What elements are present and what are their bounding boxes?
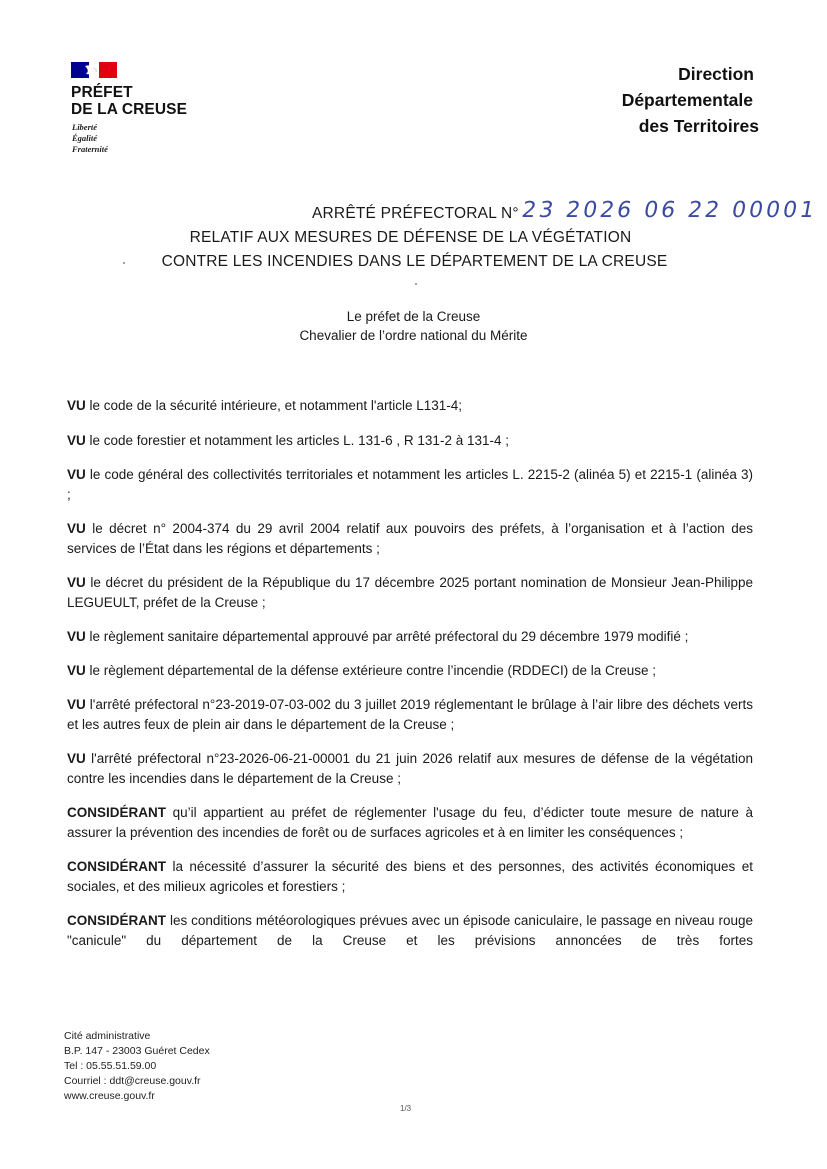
recital-text: le règlement départemental de la défense extérieure contre l’incendie (RDDECI) de la Creuse ; — [85, 663, 657, 678]
recital-text: le code de la sécurité intérieure, et notamment l'article L131-4; — [85, 398, 463, 413]
recital-paragraph — [67, 519, 753, 559]
issuing-direction — [622, 61, 759, 139]
prefect-title-line2: DE LA CREUSE — [71, 101, 188, 118]
footer-website: www.creuse.gouv.fr — [64, 1090, 155, 1102]
footer-contact — [64, 1029, 210, 1104]
recital-paragraph — [67, 431, 753, 451]
decree-title-line2 — [0, 229, 827, 247]
recital-paragraph — [67, 661, 753, 681]
recital-paragraph — [67, 627, 753, 647]
recital-text: l'arrêté préfectoral n°23-2026-06-21-00001 du 21 juin 2026 relatif aux mesures de défense de la végétation contre les incendies dans le département de la Creuse ; — [67, 751, 753, 786]
consideration-text: la nécessité d’assurer la sécurité des biens et des personnes, des activités économiques et sociales, et des milieux agricoles et forestiers ; — [67, 859, 753, 894]
recital-text: le décret du président de la République du 17 décembre 2025 portant nomination de Monsieur Jean-Philippe LEGUEULT, préfet de la Creuse ; — [67, 575, 753, 610]
prefect-title-line1: PRÉFET — [71, 84, 133, 101]
marianne-flag-icon — [71, 62, 117, 78]
consideration-lead: CONSIDÉRANT — [67, 913, 167, 928]
signatory-block — [0, 307, 827, 345]
scan-speck — [415, 283, 417, 285]
recital-lead: VU — [67, 521, 86, 536]
decree-body — [67, 396, 753, 965]
decree-number-handwritten: 23 2026 06 22 00001 — [519, 198, 820, 223]
recital-lead: VU — [67, 663, 86, 678]
footer-email: Courriel : ddt@creuse.gouv.fr — [64, 1075, 201, 1087]
recital-lead: VU — [67, 433, 86, 448]
consideration-lead: CONSIDÉRANT — [67, 859, 167, 874]
prefect-title — [71, 84, 231, 118]
direction-line2: Départementale — [621, 90, 753, 110]
decree-title-line2-text: RELATIF AUX MESURES DE DÉFENSE DE LA VÉGÉTATION — [189, 229, 632, 246]
recital-lead: VU — [67, 398, 86, 413]
recital-text: le décret n° 2004-374 du 29 avril 2004 relatif aux pouvoirs des préfets, à l’organisation et à l’action des services de l’État dans les régions et départements ; — [67, 521, 753, 556]
consideration-lead: CONSIDÉRANT — [67, 805, 167, 820]
recital-lead: VU — [67, 629, 86, 644]
footer-address-line: B.P. 147 - 23003 Guéret Cedex — [64, 1045, 210, 1057]
recital-paragraph — [67, 465, 753, 505]
scan-speck — [123, 262, 125, 264]
decree-title-line3-text: CONTRE LES INCENDIES DANS LE DÉPARTEMENT DE LA CREUSE — [161, 253, 668, 270]
consideration-paragraph — [67, 911, 753, 951]
decree-title-label: ARRÊTÉ PRÉFECTORAL N° — [312, 205, 519, 222]
consideration-text: les conditions météorologiques prévues avec un épisode caniculaire, le passage en niveau rouge "canicule" du département de la Creuse et les prévisions annoncées de très fortes — [67, 913, 753, 948]
signatory-line1: Le préfet de la Creuse — [346, 309, 481, 324]
footer-address-line: Cité administrative — [64, 1030, 151, 1042]
recital-lead: VU — [67, 467, 86, 482]
recital-text: le règlement sanitaire départemental approuvé par arrêté préfectoral du 29 décembre 1979 modifié ; — [85, 629, 689, 644]
motto-egalite: Égalité — [72, 133, 98, 143]
motto-fraternite: Fraternité — [72, 144, 108, 154]
page-number: 1/3 — [400, 1104, 412, 1113]
consideration-paragraph — [67, 803, 753, 843]
recital-text: le code général des collectivités territoriales et notamment les articles L. 2215-2 (alinéa 5) et 2215-1 (alinéa 3) ; — [67, 467, 753, 502]
footer-phone: Tel : 05.55.51.59.00 — [64, 1060, 157, 1072]
motto-liberte: Liberté — [72, 122, 98, 132]
recital-paragraph — [67, 396, 753, 416]
consideration-text: qu’il appartient au préfet de réglementer l'usage du feu, d’édicter toute mesure de nature à assurer la prévention des incendies de forêt ou de surfaces agricoles et à en limiter les conséquences ; — [67, 805, 753, 840]
recital-text: le code forestier et notamment les articles L. 131-6 , R 131-2 à 131-4 ; — [85, 433, 509, 448]
recital-paragraph — [67, 749, 753, 789]
recital-paragraph — [67, 573, 753, 613]
recital-lead: VU — [67, 697, 86, 712]
recital-text: l'arrêté préfectoral n°23-2019-07-03-002 du 3 juillet 2019 réglementant le brûlage à l’air libre des déchets verts et les autres feux de plein air dans le département de la Creuse ; — [67, 697, 753, 732]
recital-paragraph — [67, 695, 753, 735]
consideration-paragraph — [67, 857, 753, 897]
recital-lead: VU — [67, 751, 86, 766]
signatory-line2: Chevalier de l’ordre national du Mérite — [299, 328, 528, 343]
republic-motto — [72, 122, 108, 155]
direction-line3: des Territoires — [638, 116, 759, 136]
recital-lead: VU — [67, 575, 86, 590]
direction-line1: Direction — [678, 64, 754, 84]
